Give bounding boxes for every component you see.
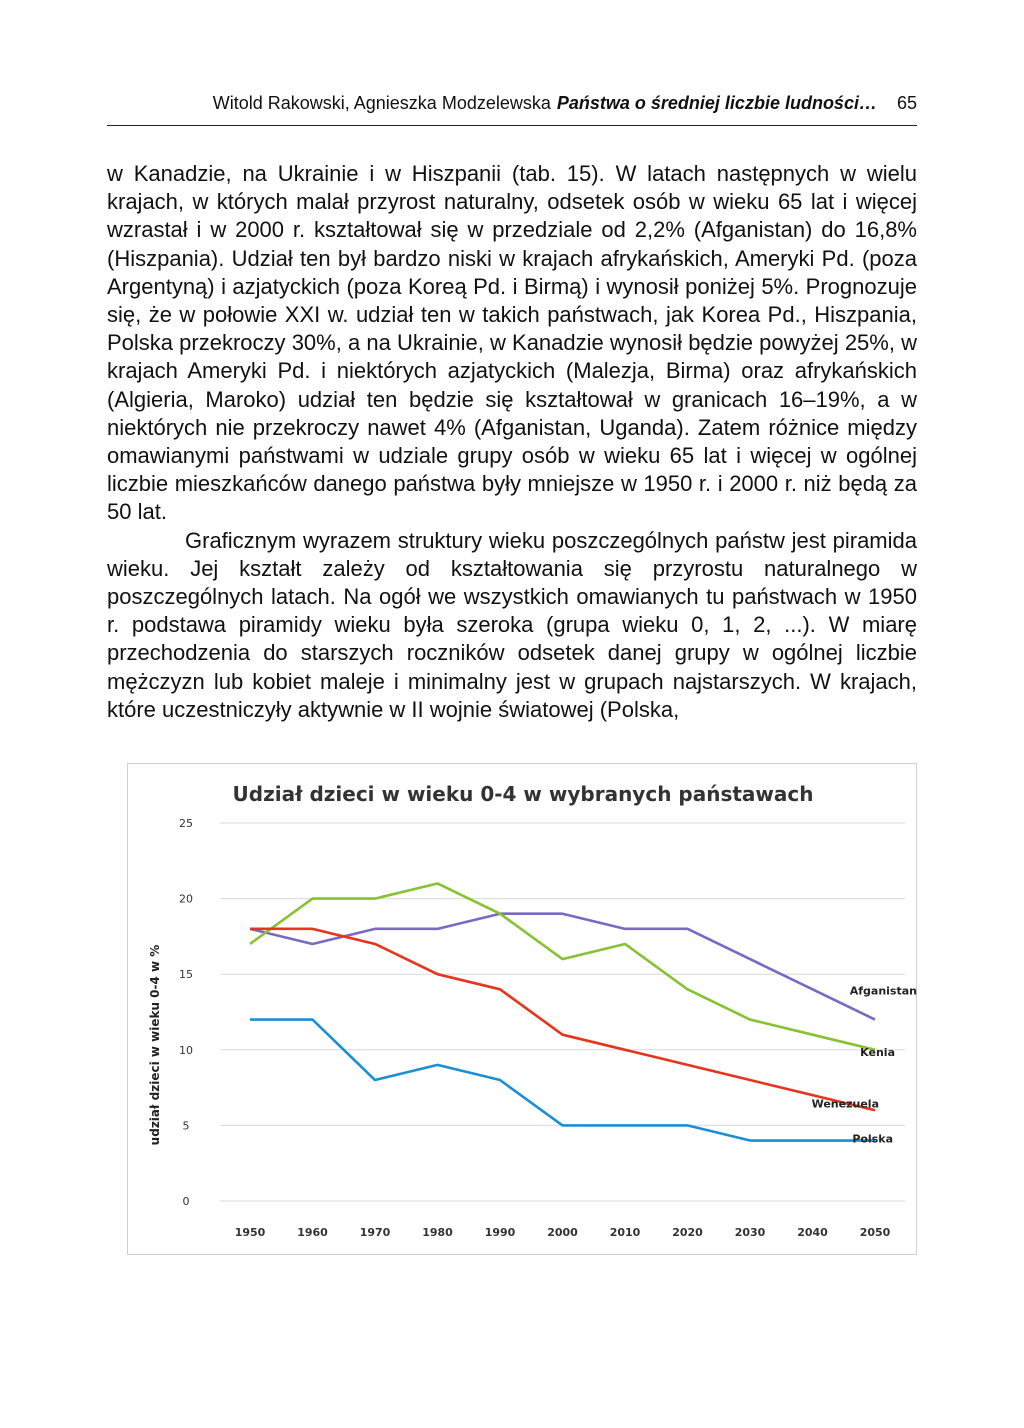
x-tick-label: 1960	[297, 1226, 328, 1239]
line-chart	[128, 764, 918, 1256]
x-tick-label: 2050	[859, 1226, 891, 1239]
x-tick-label: 1950	[234, 1226, 266, 1239]
y-tick-label: 25	[179, 817, 193, 830]
page-number: 65	[896, 92, 917, 113]
x-tick-label: 1990	[484, 1226, 516, 1239]
header-title: Państwa o średniej liczbie ludności…	[556, 92, 877, 113]
x-tick-label: 2010	[609, 1226, 641, 1239]
header-rule	[107, 125, 917, 126]
header-authors: Witold Rakowski, Agnieszka Modzelewska	[212, 92, 551, 113]
y-tick-label: 20	[179, 892, 193, 906]
paragraph-1: w Kanadzie, na Ukrainie i w Hiszpanii (tab. 15). W latach następnych w wielu krajach, w których malał przyrost naturalny, odsetek osób w wieku 65 lat i więcej wzrastał i w 2000 r. kształtował się w przedziale od 2,2% (Afganistan) do 16,8% (Hiszpania). Udział ten był bardzo niski w krajach afrykańskich, Ameryki Pd. (poza Argentyną) i azjatyckich (poza Koreą Pd. i Birmą) i wynosił poniżej 5%. Prognozuje się, że w połowie XXI w. udział ten w takich państwach, jak Korea Pd., Hiszpania, Polska przekroczy 30%, a na Ukrainie, w Kanadzie wynosił będzie powyżej 25%, w krajach Ameryki Pd. i niektórych azjatyckich (Malezja, Birma) oraz afrykańskich (Algieria, Maroko) udział ten będzie się kształtował w granicach 16–19%, a w niektórych nie przekroczy nawet 4% (Afganistan, Uganda). Zatem różnice między omawianymi państwami w udziale grupy osób w wieku 65 lat i więcej w ogólnej liczbie mieszkańców danego państwa były mniejsze w 1950 r. i 2000 r. niż będą za 50 lat.	[107, 161, 917, 525]
grid-lines	[220, 823, 905, 1201]
x-tick-label: 2040	[797, 1226, 828, 1239]
y-tick-labels	[179, 817, 193, 1208]
series-label-afganistan: Afganistan	[849, 984, 917, 998]
y-axis-label: udział dzieci w wieku 0-4 w %	[148, 944, 162, 1146]
series-line-wenezuela	[250, 929, 875, 1110]
series-line-kenia	[250, 883, 875, 1049]
chart-title: Udział dzieci w wieku 0-4 w wybranych państawach	[232, 782, 814, 806]
x-tick-label: 2000	[547, 1226, 578, 1239]
series-line-afganistan	[250, 914, 875, 1020]
y-tick-label: 5	[182, 1119, 190, 1133]
body-text	[107, 160, 917, 724]
running-header	[107, 88, 917, 118]
y-tick-label: 10	[179, 1043, 193, 1057]
series-lines	[250, 883, 875, 1140]
series-label-wenezuela: Wenezuela	[811, 1097, 879, 1111]
x-tick-labels	[235, 1226, 891, 1239]
paragraph-2: Graficznym wyrazem struktury wieku poszczególnych państw jest piramida wieku. Jej kształt zależy od kształtowania się przyrostu naturalnego w poszczególnych latach. Na ogół we wszystkich omawianych tu państwach w 1950 r. podstawa piramidy wieku była szeroka (grupa wieku 0, 1, 2, ...). W miarę przechodzenia do starszych roczników odsetek danej grupy w ogólnej liczbie mężczyzn lub kobiet maleje i minimalny jest w grupach najstarszych. W krajach, które uczestniczyły aktywnie w II wojnie światowej (Polska,	[107, 527, 917, 722]
x-tick-label: 1980	[422, 1226, 453, 1239]
series-labels	[812, 985, 917, 1146]
chart-figure	[127, 763, 917, 1255]
series-line-polska	[250, 1020, 875, 1141]
x-tick-label: 2020	[672, 1226, 703, 1239]
y-tick-label: 15	[179, 968, 193, 982]
series-label-kenia: Kenia	[860, 1045, 895, 1059]
y-tick-label: 0	[182, 1195, 190, 1208]
x-tick-label: 2030	[734, 1226, 766, 1239]
series-label-polska: Polska	[852, 1132, 893, 1146]
x-tick-label: 1970	[359, 1226, 391, 1239]
